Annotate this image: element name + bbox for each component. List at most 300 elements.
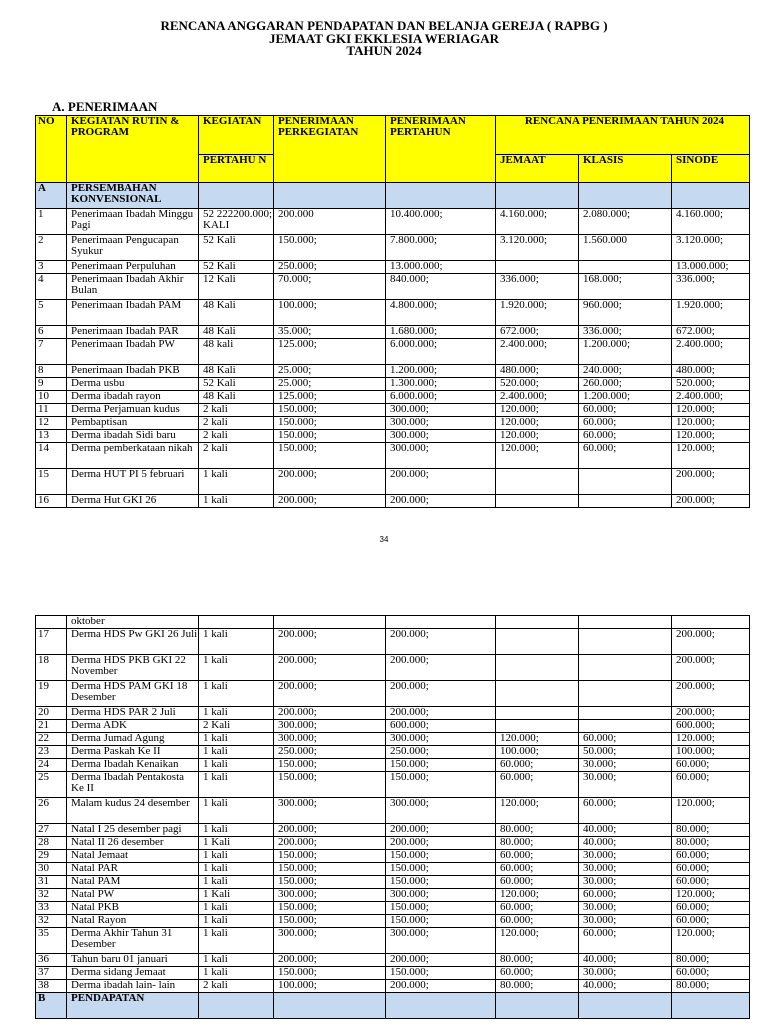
row-sinode: 200.000; (672, 629, 750, 655)
row-sinode: 2.400.000; (672, 339, 750, 365)
row-frekuensi: 48 Kali (199, 300, 274, 326)
row-klasis: 240.000; (579, 365, 672, 378)
row-jemaat (496, 629, 579, 655)
row-frekuensi: 1 kali (199, 733, 274, 746)
row-penerimaan-perkegiatan: 300.000; (274, 928, 386, 954)
row-no: 30 (36, 863, 67, 876)
row-frekuensi: 1 kali (199, 469, 274, 495)
row-klasis: 30.000; (579, 902, 672, 915)
row-jemaat: 60.000; (496, 772, 579, 798)
row-penerimaan-pertahun: 600.000; (386, 720, 496, 733)
row-kegiatan: Tahun baru 01 januari (67, 954, 199, 967)
table-row (36, 733, 750, 746)
row-sinode: 13.000.000; (672, 261, 750, 274)
row-penerimaan-perkegiatan: 200.000; (274, 655, 386, 681)
row-no: 19 (36, 681, 67, 707)
row-klasis: 60.000; (579, 798, 672, 824)
table-row (36, 837, 750, 850)
row-no: 20 (36, 707, 67, 720)
row-penerimaan-perkegiatan: 150.000; (274, 915, 386, 928)
row-sinode: 480.000; (672, 365, 750, 378)
row-klasis (579, 629, 672, 655)
table-row (36, 954, 750, 967)
row-klasis: 168.000; (579, 274, 672, 300)
table-row (36, 915, 750, 928)
row-frekuensi: 1 kali (199, 681, 274, 707)
row-frekuensi: 52 Kali (199, 261, 274, 274)
row-penerimaan-perkegiatan: 100.000; (274, 980, 386, 993)
row-jemaat (496, 469, 579, 495)
row-jemaat: 4.160.000; (496, 209, 579, 235)
table-row (36, 746, 750, 759)
row-penerimaan-perkegiatan: 125.000; (274, 339, 386, 365)
row-frekuensi: 2 kali (199, 430, 274, 443)
row-no: 28 (36, 837, 67, 850)
section-row-a (36, 183, 750, 209)
table-row (36, 430, 750, 443)
row-penerimaan-pertahun: 150.000; (386, 863, 496, 876)
row-kegiatan: Penerimaan Ibadah PKB (67, 365, 199, 378)
row-klasis: 960.000; (579, 300, 672, 326)
row-sinode: 200.000; (672, 655, 750, 681)
row-sinode: 60.000; (672, 902, 750, 915)
row-kegiatan: Derma HDS PKB GKI 22 November (67, 655, 199, 681)
row-penerimaan-perkegiatan: 200.000; (274, 681, 386, 707)
row-jemaat: 80.000; (496, 824, 579, 837)
row-sinode: 120.000; (672, 928, 750, 954)
row-penerimaan-pertahun: 300.000; (386, 889, 496, 902)
row-kegiatan: Pembaptisan (67, 417, 199, 430)
row-penerimaan-pertahun: 200.000; (386, 837, 496, 850)
table-row (36, 850, 750, 863)
row-frekuensi: 1 kali (199, 967, 274, 980)
row-no: 33 (36, 902, 67, 915)
row-penerimaan-pertahun: 250.000; (386, 746, 496, 759)
row-frekuensi: 2 kali (199, 404, 274, 417)
row-jemaat: 120.000; (496, 798, 579, 824)
row-penerimaan-perkegiatan: 300.000; (274, 798, 386, 824)
section-code: B (36, 993, 67, 1019)
row-sinode: 80.000; (672, 837, 750, 850)
row-kegiatan: Derma usbu (67, 378, 199, 391)
row-penerimaan-pertahun: 840.000; (386, 274, 496, 300)
row-penerimaan-perkegiatan: 150.000; (274, 417, 386, 430)
table-row (36, 300, 750, 326)
row-jemaat: 520.000; (496, 378, 579, 391)
row-klasis: 336.000; (579, 326, 672, 339)
row-no: 24 (36, 759, 67, 772)
row-no: 32 (36, 915, 67, 928)
row-penerimaan-pertahun: 300.000; (386, 733, 496, 746)
row-jemaat: 480.000; (496, 365, 579, 378)
header-kegiatan-top: KEGIATAN (199, 116, 274, 155)
table-row (36, 720, 750, 733)
row-penerimaan-perkegiatan: 25.000; (274, 365, 386, 378)
row-penerimaan-pertahun: 300.000; (386, 430, 496, 443)
row-kegiatan: Natal I 25 desember pagi (67, 824, 199, 837)
row-sinode: 520.000; (672, 378, 750, 391)
row-kegiatan: Derma ibadah Sidi baru (67, 430, 199, 443)
row-frekuensi: 1 Kali (199, 837, 274, 850)
row-penerimaan-perkegiatan: 150.000; (274, 863, 386, 876)
row-klasis: 30.000; (579, 967, 672, 980)
row-jemaat (496, 616, 579, 629)
title-line-2: JEMAAT GKI EKKLESIA WERIAGAR (268, 30, 500, 46)
row-klasis: 1.200.000; (579, 391, 672, 404)
row-klasis: 1.200.000; (579, 339, 672, 365)
row-frekuensi: 48 Kali (199, 365, 274, 378)
row-klasis: 60.000; (579, 404, 672, 417)
row-no: 9 (36, 378, 67, 391)
row-kegiatan: Derma Ibadah Kenaikan (67, 759, 199, 772)
row-no: 36 (36, 954, 67, 967)
row-frekuensi: 48 Kali (199, 326, 274, 339)
row-frekuensi: 1 kali (199, 824, 274, 837)
row-no: 31 (36, 876, 67, 889)
row-klasis: 30.000; (579, 850, 672, 863)
row-kegiatan: Penerimaan Pengucapan Syukur (67, 235, 199, 261)
document-title (0, 20, 768, 58)
table-row (36, 339, 750, 365)
row-penerimaan-perkegiatan: 125.000; (274, 391, 386, 404)
row-jemaat: 120.000; (496, 928, 579, 954)
row-penerimaan-perkegiatan: 300.000; (274, 733, 386, 746)
row-klasis: 60.000; (579, 889, 672, 902)
row-jemaat: 120.000; (496, 443, 579, 469)
table-body-page-2 (36, 616, 750, 993)
row-penerimaan-pertahun: 6.000.000; (386, 339, 496, 365)
row-penerimaan-perkegiatan: 35.000; (274, 326, 386, 339)
row-sinode: 80.000; (672, 824, 750, 837)
row-sinode: 336.000; (672, 274, 750, 300)
row-penerimaan-pertahun: 150.000; (386, 772, 496, 798)
row-no: 1 (36, 209, 67, 235)
row-frekuensi: 1 kali (199, 798, 274, 824)
row-penerimaan-pertahun: 300.000; (386, 417, 496, 430)
header-penerimaan-pertahun: PENERIMAAN PERTAHUN (386, 116, 496, 183)
row-jemaat: 336.000; (496, 274, 579, 300)
table-row (36, 443, 750, 469)
row-penerimaan-pertahun: 200.000; (386, 495, 496, 508)
row-penerimaan-perkegiatan: 250.000; (274, 261, 386, 274)
row-penerimaan-perkegiatan: 150.000; (274, 850, 386, 863)
row-frekuensi: 52 Kali (199, 235, 274, 261)
row-jemaat: 60.000; (496, 902, 579, 915)
row-sinode (672, 616, 750, 629)
row-frekuensi (199, 616, 274, 629)
title-line-3: TAHUN 2024 (346, 43, 422, 58)
row-no: 11 (36, 404, 67, 417)
table-row (36, 404, 750, 417)
row-jemaat: 3.120.000; (496, 235, 579, 261)
row-penerimaan-pertahun: 150.000; (386, 759, 496, 772)
row-penerimaan-perkegiatan: 150.000; (274, 876, 386, 889)
header-klasis: KLASIS (579, 155, 672, 183)
row-sinode: 60.000; (672, 967, 750, 980)
row-kegiatan: Derma ADK (67, 720, 199, 733)
row-jemaat (496, 261, 579, 274)
row-penerimaan-pertahun: 200.000; (386, 954, 496, 967)
row-jemaat: 80.000; (496, 980, 579, 993)
row-no: 25 (36, 772, 67, 798)
row-sinode: 60.000; (672, 915, 750, 928)
row-frekuensi: 1 kali (199, 928, 274, 954)
row-penerimaan-perkegiatan: 150.000; (274, 967, 386, 980)
row-penerimaan-pertahun: 300.000; (386, 798, 496, 824)
row-penerimaan-pertahun: 1.680.000; (386, 326, 496, 339)
row-klasis: 60.000; (579, 443, 672, 469)
row-penerimaan-pertahun: 300.000; (386, 443, 496, 469)
row-penerimaan-pertahun: 150.000; (386, 902, 496, 915)
row-no: 37 (36, 967, 67, 980)
row-frekuensi: 2 kali (199, 443, 274, 469)
row-penerimaan-pertahun: 150.000; (386, 967, 496, 980)
section-label: PERSEMBAHAN KONVENSIONAL (67, 183, 199, 209)
row-frekuensi: 1 kali (199, 495, 274, 508)
row-penerimaan-pertahun: 200.000; (386, 681, 496, 707)
row-kegiatan: Penerimaan Ibadah PAR (67, 326, 199, 339)
row-klasis (579, 495, 672, 508)
row-penerimaan-pertahun: 6.000.000; (386, 391, 496, 404)
row-sinode: 200.000; (672, 469, 750, 495)
row-penerimaan-perkegiatan: 300.000; (274, 720, 386, 733)
row-no: 18 (36, 655, 67, 681)
row-sinode: 120.000; (672, 417, 750, 430)
table-row (36, 616, 750, 629)
row-kegiatan: Derma Paskah Ke II (67, 746, 199, 759)
row-no: 15 (36, 469, 67, 495)
row-sinode: 1.920.000; (672, 300, 750, 326)
row-frekuensi: 1 kali (199, 629, 274, 655)
row-penerimaan-perkegiatan: 150.000; (274, 772, 386, 798)
row-klasis: 2.080.000; (579, 209, 672, 235)
row-kegiatan: Penerimaan Ibadah PAM (67, 300, 199, 326)
row-sinode: 100.000; (672, 746, 750, 759)
row-klasis: 30.000; (579, 915, 672, 928)
row-jemaat: 1.920.000; (496, 300, 579, 326)
row-frekuensi: 2 Kali (199, 720, 274, 733)
header-kegiatan-bottom: PERTAHU N (199, 155, 274, 183)
row-jemaat: 60.000; (496, 863, 579, 876)
row-no: 32 (36, 889, 67, 902)
row-klasis: 40.000; (579, 954, 672, 967)
row-no: 35 (36, 928, 67, 954)
row-jemaat: 60.000; (496, 759, 579, 772)
row-sinode: 120.000; (672, 889, 750, 902)
row-no: 2 (36, 235, 67, 261)
row-kegiatan: Penerimaan Perpuluhan (67, 261, 199, 274)
row-kegiatan: Natal Jemaat (67, 850, 199, 863)
row-jemaat: 100.000; (496, 746, 579, 759)
row-penerimaan-pertahun: 13.000.000; (386, 261, 496, 274)
header-no: NO (36, 116, 67, 183)
row-kegiatan: Derma pemberkataan nikah (67, 443, 199, 469)
table-row (36, 759, 750, 772)
section-label: PENDAPATAN (67, 993, 199, 1019)
row-penerimaan-pertahun: 200.000; (386, 707, 496, 720)
row-jemaat: 672.000; (496, 326, 579, 339)
row-no: 26 (36, 798, 67, 824)
row-no: 13 (36, 430, 67, 443)
row-sinode: 60.000; (672, 759, 750, 772)
table-row (36, 876, 750, 889)
row-sinode: 200.000; (672, 495, 750, 508)
table-row (36, 235, 750, 261)
row-klasis (579, 720, 672, 733)
row-kegiatan: Derma ibadah lain- lain (67, 980, 199, 993)
row-kegiatan: Penerimaan Ibadah Minggu Pagi (67, 209, 199, 235)
row-penerimaan-perkegiatan: 200.000 (274, 209, 386, 235)
row-penerimaan-perkegiatan (274, 616, 386, 629)
row-frekuensi: 48 Kali (199, 391, 274, 404)
row-no: 17 (36, 629, 67, 655)
row-no: 7 (36, 339, 67, 365)
row-frekuensi: 52 Kali (199, 378, 274, 391)
row-klasis: 30.000; (579, 759, 672, 772)
row-jemaat: 60.000; (496, 967, 579, 980)
row-sinode: 2.400.000; (672, 391, 750, 404)
row-klasis: 40.000; (579, 980, 672, 993)
row-no: 23 (36, 746, 67, 759)
row-sinode: 600.000; (672, 720, 750, 733)
row-no: 4 (36, 274, 67, 300)
row-klasis: 260.000; (579, 378, 672, 391)
row-penerimaan-perkegiatan: 100.000; (274, 300, 386, 326)
header-row-top (36, 116, 750, 155)
row-penerimaan-perkegiatan: 200.000; (274, 954, 386, 967)
row-klasis: 50.000; (579, 746, 672, 759)
row-penerimaan-perkegiatan: 150.000; (274, 404, 386, 417)
row-frekuensi: 48 kali (199, 339, 274, 365)
row-kegiatan: Natal PAM (67, 876, 199, 889)
row-frekuensi: 1 kali (199, 876, 274, 889)
row-sinode: 120.000; (672, 430, 750, 443)
row-jemaat (496, 655, 579, 681)
row-kegiatan: Derma HDS PAR 2 Juli (67, 707, 199, 720)
table-row (36, 980, 750, 993)
section-code: A (36, 183, 67, 209)
row-frekuensi: 1 kali (199, 759, 274, 772)
row-sinode: 3.120.000; (672, 235, 750, 261)
row-klasis: 30.000; (579, 772, 672, 798)
row-no: 38 (36, 980, 67, 993)
row-klasis (579, 469, 672, 495)
row-kegiatan: Derma HDS PAM GKI 18 Desember (67, 681, 199, 707)
row-frekuensi: 2 kali (199, 980, 274, 993)
row-jemaat (496, 707, 579, 720)
row-penerimaan-pertahun (386, 616, 496, 629)
row-frekuensi: 1 kali (199, 772, 274, 798)
row-kegiatan: Malam kudus 24 desember (67, 798, 199, 824)
row-frekuensi: 1 kali (199, 902, 274, 915)
table-row (36, 629, 750, 655)
table-row (36, 655, 750, 681)
table-row (36, 365, 750, 378)
row-kegiatan: oktober (67, 616, 199, 629)
row-penerimaan-pertahun: 200.000; (386, 655, 496, 681)
row-no: 5 (36, 300, 67, 326)
row-frekuensi: 1 Kali (199, 889, 274, 902)
table-row (36, 469, 750, 495)
row-kegiatan: Natal PAR (67, 863, 199, 876)
budget-table-page-1 (35, 115, 750, 508)
row-jemaat: 120.000; (496, 733, 579, 746)
row-jemaat: 80.000; (496, 954, 579, 967)
row-jemaat: 120.000; (496, 417, 579, 430)
row-kegiatan: Derma Jumad Agung (67, 733, 199, 746)
row-jemaat (496, 681, 579, 707)
row-penerimaan-perkegiatan: 150.000; (274, 235, 386, 261)
row-penerimaan-perkegiatan: 150.000; (274, 902, 386, 915)
row-penerimaan-pertahun: 300.000; (386, 404, 496, 417)
header-kegiatan-program: KEGIATAN RUTIN & PROGRAM (67, 116, 199, 183)
row-sinode: 80.000; (672, 980, 750, 993)
table-row (36, 967, 750, 980)
row-penerimaan-perkegiatan: 150.000; (274, 430, 386, 443)
row-sinode: 120.000; (672, 733, 750, 746)
row-no: 10 (36, 391, 67, 404)
row-kegiatan: Derma Ibadah Pentakosta Ke II (67, 772, 199, 798)
row-penerimaan-perkegiatan: 150.000; (274, 443, 386, 469)
table-row (36, 902, 750, 915)
table-row (36, 798, 750, 824)
row-kegiatan: Derma HUT PI 5 februari (67, 469, 199, 495)
row-sinode: 200.000; (672, 681, 750, 707)
row-no: 29 (36, 850, 67, 863)
row-penerimaan-perkegiatan: 200.000; (274, 707, 386, 720)
row-penerimaan-pertahun: 300.000; (386, 928, 496, 954)
row-sinode: 60.000; (672, 863, 750, 876)
row-no: 8 (36, 365, 67, 378)
row-no: 16 (36, 495, 67, 508)
row-kegiatan: Derma ibadah rayon (67, 391, 199, 404)
table-row (36, 209, 750, 235)
table-row (36, 261, 750, 274)
row-sinode: 60.000; (672, 876, 750, 889)
row-jemaat: 2.400.000; (496, 339, 579, 365)
table-row (36, 889, 750, 902)
row-sinode: 120.000; (672, 443, 750, 469)
row-penerimaan-perkegiatan: 250.000; (274, 746, 386, 759)
row-penerimaan-pertahun: 1.300.000; (386, 378, 496, 391)
header-rencana: RENCANA PENERIMAAN TAHUN 2024 (496, 116, 750, 155)
row-no: 12 (36, 417, 67, 430)
row-frekuensi: 52 222200.000; KALI (199, 209, 274, 235)
row-penerimaan-perkegiatan: 25.000; (274, 378, 386, 391)
row-penerimaan-perkegiatan: 300.000; (274, 889, 386, 902)
row-sinode: 672.000; (672, 326, 750, 339)
row-penerimaan-perkegiatan: 200.000; (274, 629, 386, 655)
row-kegiatan: Natal Rayon (67, 915, 199, 928)
row-kegiatan: Natal PKB (67, 902, 199, 915)
row-klasis: 1.560.000 (579, 235, 672, 261)
row-frekuensi: 1 kali (199, 863, 274, 876)
row-klasis (579, 261, 672, 274)
page-number: 34 (379, 535, 389, 544)
table-row (36, 928, 750, 954)
row-no: 21 (36, 720, 67, 733)
row-penerimaan-perkegiatan: 70.000; (274, 274, 386, 300)
table-row (36, 391, 750, 404)
table-row (36, 772, 750, 798)
row-sinode: 120.000; (672, 798, 750, 824)
row-klasis (579, 616, 672, 629)
title-line-1: RENCANA ANGGARAN PENDAPATAN DAN BELANJA GEREJA ( RAPBG ) (160, 18, 608, 33)
row-frekuensi: 1 kali (199, 655, 274, 681)
row-penerimaan-perkegiatan: 200.000; (274, 824, 386, 837)
row-no: 6 (36, 326, 67, 339)
row-frekuensi: 12 Kali (199, 274, 274, 300)
